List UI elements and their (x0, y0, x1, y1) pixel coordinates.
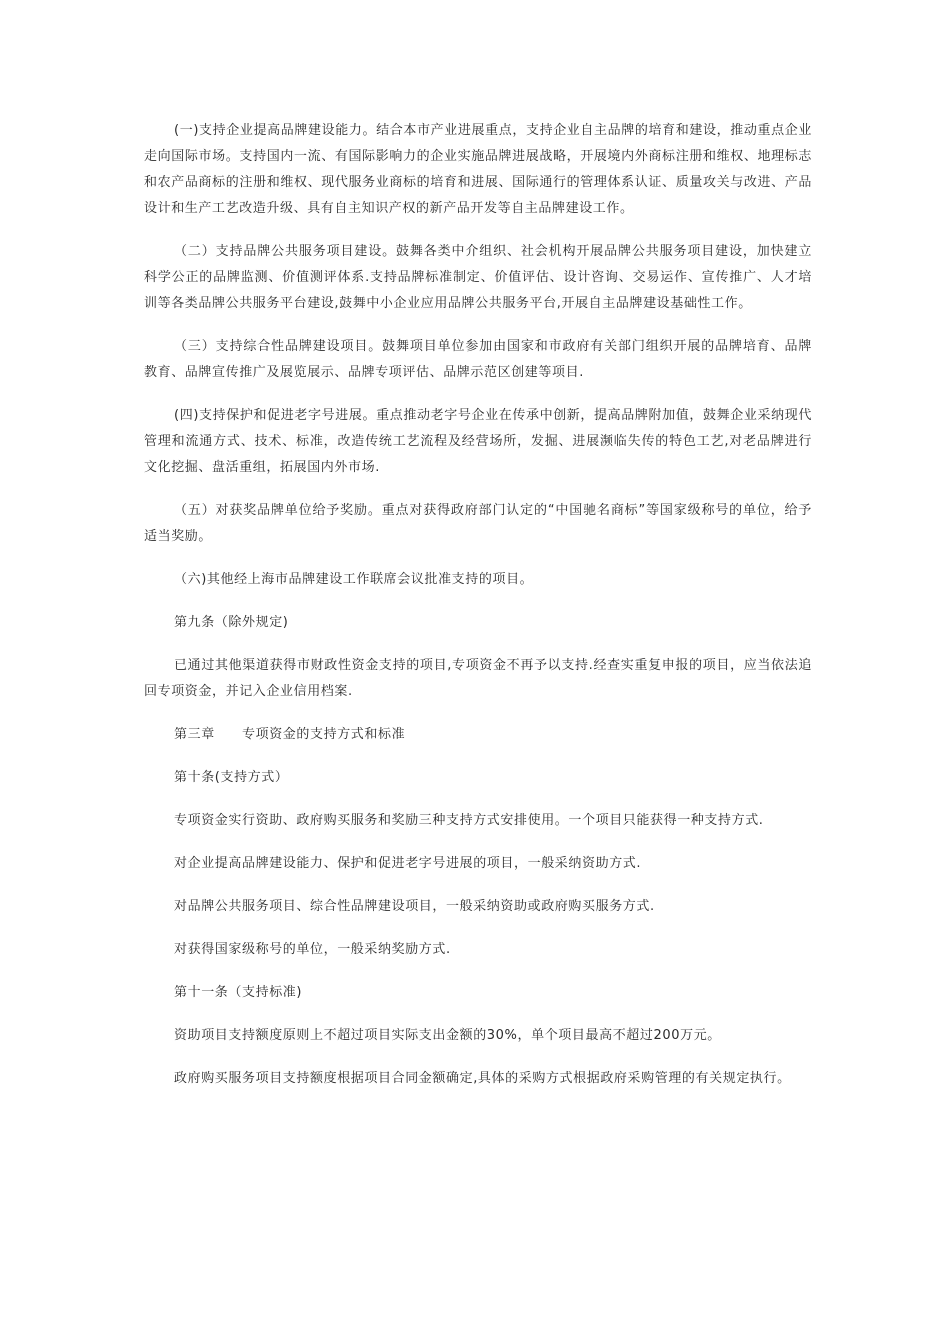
paragraph-brand-public-service: （二）支持品牌公共服务项目建设。鼓舞各类中介组织、社会机构开展品牌公共服务项目建设，加快建立科学公正的品牌监测、价值测评体系.支持品牌标准制定、价值评估、设计咨询、交易运作、宣传推广、人才培训等各类品牌公共服务平台建设,鼓舞中小企业应用品牌公共服务平台,开展自主品牌建设基础性工作。 (144, 244, 812, 311)
paragraph-support-methods: 专项资金实行资助、政府购买服务和奖励三种支持方式安排使用。一个项目只能获得一种支持方式. (174, 813, 764, 828)
paragraph-comprehensive-brand-project: （三）支持综合性品牌建设项目。鼓舞项目单位参加由国家和市政府有关部门组织开展的品牌培育、品牌教育、品牌宣传推广及展览展示、品牌专项评估、品牌示范区创建等项目. (144, 339, 812, 380)
paragraph-procurement-rule: 政府购买服务项目支持额度根据项目合同金额确定,具体的采购方式根据政府采购管理的有关规定执行。 (174, 1071, 791, 1086)
article-11-heading: 第十一条（支持标准) (174, 985, 303, 1000)
paragraph-funding-method-capability: 对企业提高品牌建设能力、保护和促进老字号进展的项目，一般采纳资助方式. (174, 856, 642, 871)
paragraph-exclusion-rule: 已通过其他渠道获得市财政性资金支持的项目,专项资金不再予以支持.经查实重复申报的项目，应当依法追回专项资金，并记入企业信用档案. (144, 658, 812, 699)
article-9-heading: 第九条（除外规定) (174, 615, 289, 630)
article-10-heading: 第十条(支持方式） (174, 770, 289, 785)
paragraph-funding-method-award: 对获得国家级称号的单位，一般采纳奖励方式. (174, 942, 451, 957)
paragraph-award-units: （五）对获奖品牌单位给予奖励。重点对获得政府部门认定的“中国驰名商标”等国家级称号的单位，给予适当奖励。 (144, 503, 812, 544)
paragraph-funding-method-public-service: 对品牌公共服务项目、综合性品牌建设项目，一般采纳资助或政府购买服务方式. (174, 899, 655, 914)
paragraph-time-honored-brands: (四)支持保护和促进老字号进展。重点推动老字号企业在传承中创新，提高品牌附加值，鼓舞企业采纳现代管理和流通方式、技术、标准，改造传统工艺流程及经营场所，发掘、进展濒临失传的特色工艺,对老品牌进行文化挖掘、盘活重组，拓展国内外市场. (144, 408, 812, 475)
chapter-3-heading: 第三章 专项资金的支持方式和标准 (174, 727, 406, 742)
paragraph-support-brand-capability: (一)支持企业提高品牌建设能力。结合本市产业进展重点，支持企业自主品牌的培育和建设，推动重点企业走向国际市场。支持国内一流、有国际影响力的企业实施品牌进展战略，开展境内外商标注册和维权、地理标志和农产品商标的注册和维权、现代服务业商标的培育和进展、国际通行的管理体系认证、质量攻关与改进、产品设计和生产工艺改造升级、具有自主知识产权的新产品开发等自主品牌建设工作。 (144, 123, 812, 216)
paragraph-funding-limit: 资助项目支持额度原则上不超过项目实际支出金额的30%，单个项目最高不超过200万元。 (174, 1028, 721, 1043)
document-body (144, 118, 812, 1109)
paragraph-other-approved-projects: （六)其他经上海市品牌建设工作联席会议批准支持的项目。 (174, 572, 534, 587)
